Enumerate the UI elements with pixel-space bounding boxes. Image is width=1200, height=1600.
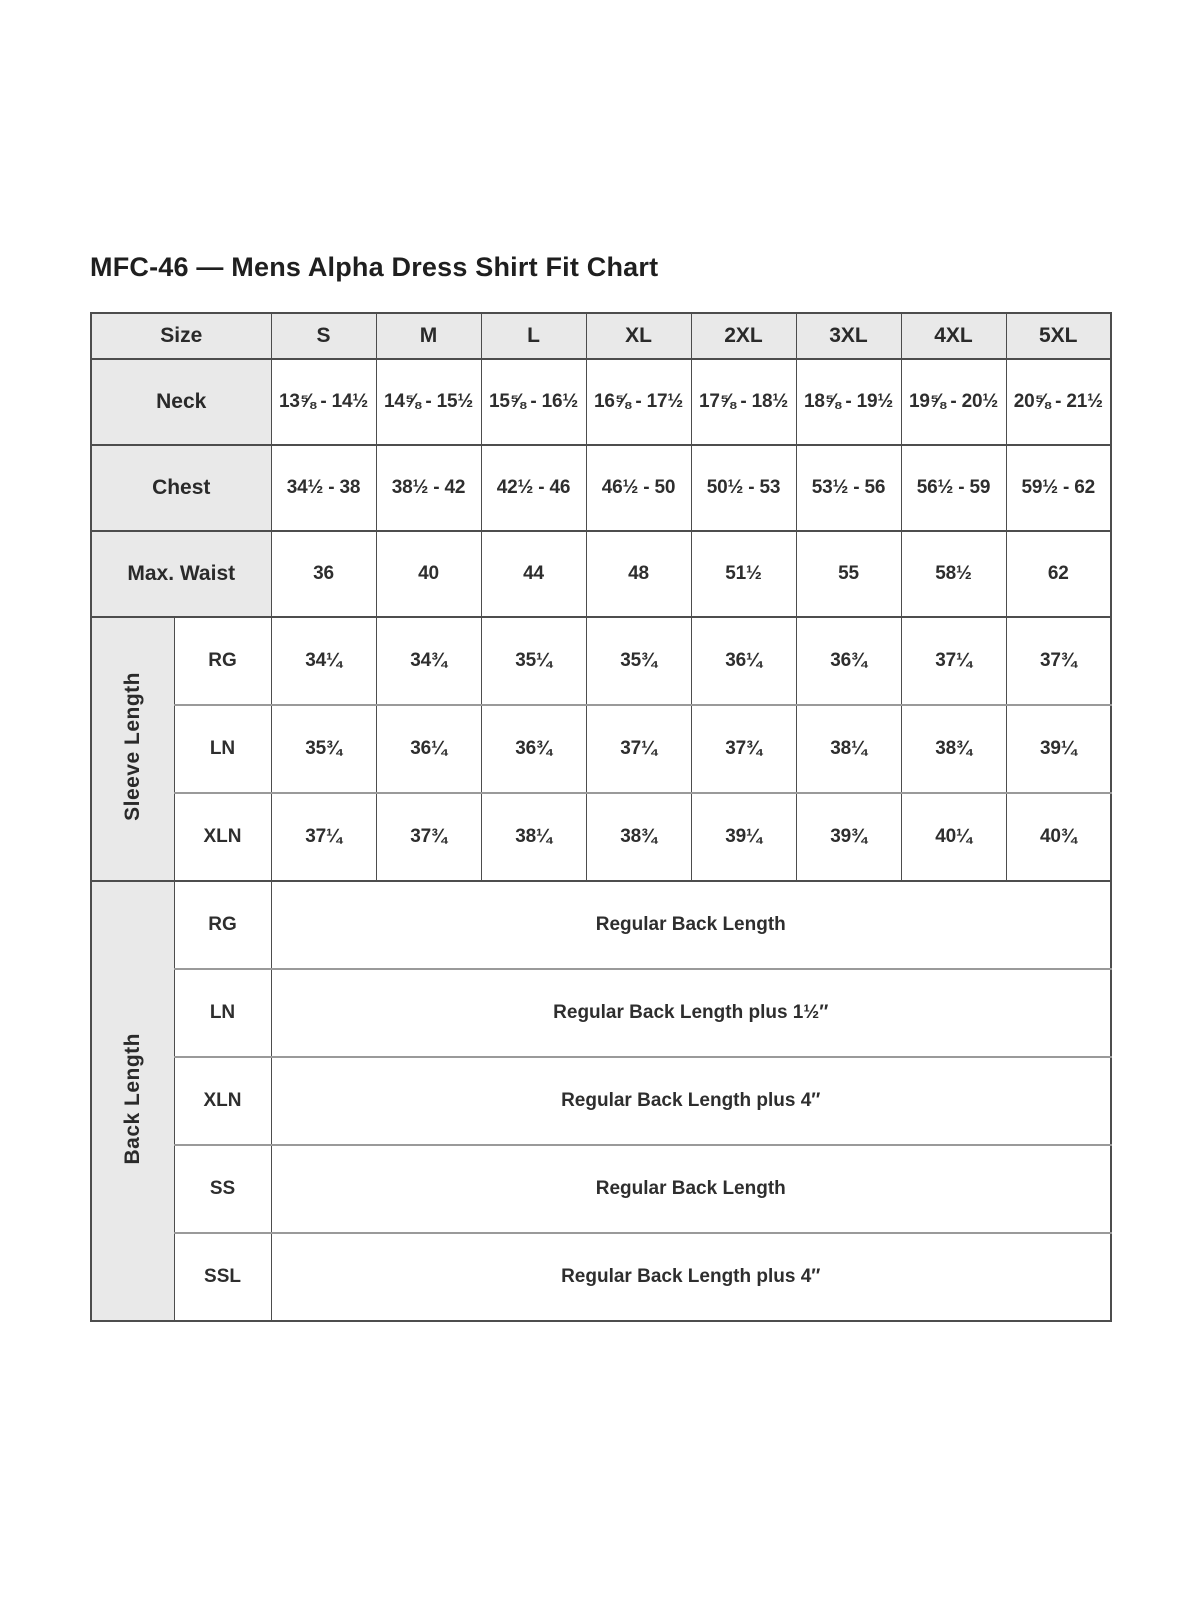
- back-length-section-label: [91, 881, 174, 1321]
- max-waist-value: 48: [586, 531, 691, 617]
- sleeve-xln-value: 39¼: [691, 793, 796, 881]
- sleeve-rg-value: 35¾: [586, 617, 691, 705]
- chest-value: 59½ - 62: [1006, 445, 1111, 531]
- max-waist-value: 36: [271, 531, 376, 617]
- page-title: MFC-46 — Mens Alpha Dress Shirt Fit Chart: [90, 252, 659, 282]
- sleeve-ln-value: 37¾: [691, 705, 796, 793]
- sleeve-rg-value: 35¼: [481, 617, 586, 705]
- chest-value: 50½ - 53: [691, 445, 796, 531]
- back-ln-row: [91, 969, 1111, 1057]
- sleeve-xln-value: 37¾: [376, 793, 481, 881]
- col-header-xl: XL: [586, 313, 691, 359]
- max-waist-value: 40: [376, 531, 481, 617]
- sleeve-ln-value: 35¾: [271, 705, 376, 793]
- back-rg-row: [91, 881, 1111, 969]
- sleeve-length-vertical-text: Sleeve Length: [121, 672, 145, 821]
- neck-value: 16⅝ - 17½: [586, 359, 691, 445]
- neck-value: 20⅝ - 21½: [1006, 359, 1111, 445]
- sleeve-length-section-label: [91, 617, 174, 881]
- back-ln-text: Regular Back Length plus 1½″: [271, 969, 1111, 1057]
- chest-value: 46½ - 50: [586, 445, 691, 531]
- col-header-3xl: 3XL: [796, 313, 901, 359]
- sleeve-ln-value: 38¾: [901, 705, 1006, 793]
- back-ss-text: Regular Back Length: [271, 1145, 1111, 1233]
- back-ssl-label: SSL: [174, 1233, 271, 1321]
- back-xln-text: Regular Back Length plus 4″: [271, 1057, 1111, 1145]
- chest-value: 34½ - 38: [271, 445, 376, 531]
- sleeve-xln-value: 39¾: [796, 793, 901, 881]
- sleeve-xln-value: 40¼: [901, 793, 1006, 881]
- sleeve-xln-label: XLN: [174, 793, 271, 881]
- table-header-row: [91, 313, 1111, 359]
- col-header-4xl: 4XL: [901, 313, 1006, 359]
- neck-value: 15⅝ - 16½: [481, 359, 586, 445]
- sleeve-rg-value: 36¾: [796, 617, 901, 705]
- max-waist-value: 55: [796, 531, 901, 617]
- back-ln-label: LN: [174, 969, 271, 1057]
- max-waist-value: 62: [1006, 531, 1111, 617]
- back-ssl-row: [91, 1233, 1111, 1321]
- sleeve-ln-row: [91, 705, 1111, 793]
- chest-value: 56½ - 59: [901, 445, 1006, 531]
- col-header-l: L: [481, 313, 586, 359]
- back-ss-label: SS: [174, 1145, 271, 1233]
- sleeve-rg-label: RG: [174, 617, 271, 705]
- sleeve-ln-value: 36¼: [376, 705, 481, 793]
- col-header-2xl: 2XL: [691, 313, 796, 359]
- back-length-vertical-text: Back Length: [121, 1032, 145, 1165]
- fit-chart-section: [90, 252, 1114, 1322]
- chest-row-label: Chest: [91, 445, 271, 531]
- chest-value: 42½ - 46: [481, 445, 586, 531]
- back-xln-label: XLN: [174, 1057, 271, 1145]
- sleeve-xln-row: [91, 793, 1111, 881]
- sleeve-xln-value: 38¼: [481, 793, 586, 881]
- back-ss-row: [91, 1145, 1111, 1233]
- neck-row: [91, 359, 1111, 445]
- neck-value: 14⅝ - 15½: [376, 359, 481, 445]
- sleeve-xln-value: 38¾: [586, 793, 691, 881]
- neck-row-label: Neck: [91, 359, 271, 445]
- neck-value: 18⅝ - 19½: [796, 359, 901, 445]
- sleeve-ln-value: 38¼: [796, 705, 901, 793]
- chest-value: 53½ - 56: [796, 445, 901, 531]
- back-ssl-text: Regular Back Length plus 4″: [271, 1233, 1111, 1321]
- max-waist-value: 58½: [901, 531, 1006, 617]
- back-rg-label: RG: [174, 881, 271, 969]
- fit-chart-table: [90, 312, 1112, 1322]
- sleeve-xln-value: 40¾: [1006, 793, 1111, 881]
- sleeve-rg-value: 37¼: [901, 617, 1006, 705]
- max-waist-value: 44: [481, 531, 586, 617]
- neck-value: 17⅝ - 18½: [691, 359, 796, 445]
- max-waist-row: [91, 531, 1111, 617]
- back-rg-text: Regular Back Length: [271, 881, 1111, 969]
- sleeve-xln-value: 37¼: [271, 793, 376, 881]
- col-header-m: M: [376, 313, 481, 359]
- sleeve-rg-value: 34¾: [376, 617, 481, 705]
- max-waist-row-label: Max. Waist: [91, 531, 271, 617]
- size-corner-header: Size: [91, 313, 271, 359]
- sleeve-ln-value: 39¼: [1006, 705, 1111, 793]
- neck-value: 13⅝ - 14½: [271, 359, 376, 445]
- chest-row: [91, 445, 1111, 531]
- sleeve-rg-value: 34¼: [271, 617, 376, 705]
- sleeve-rg-value: 36¼: [691, 617, 796, 705]
- neck-value: 19⅝ - 20½: [901, 359, 1006, 445]
- sleeve-ln-label: LN: [174, 705, 271, 793]
- col-header-5xl: 5XL: [1006, 313, 1111, 359]
- sleeve-rg-value: 37¾: [1006, 617, 1111, 705]
- sleeve-ln-value: 36¾: [481, 705, 586, 793]
- sleeve-rg-row: [91, 617, 1111, 705]
- col-header-s: S: [271, 313, 376, 359]
- chest-value: 38½ - 42: [376, 445, 481, 531]
- sleeve-ln-value: 37¼: [586, 705, 691, 793]
- max-waist-value: 51½: [691, 531, 796, 617]
- back-xln-row: [91, 1057, 1111, 1145]
